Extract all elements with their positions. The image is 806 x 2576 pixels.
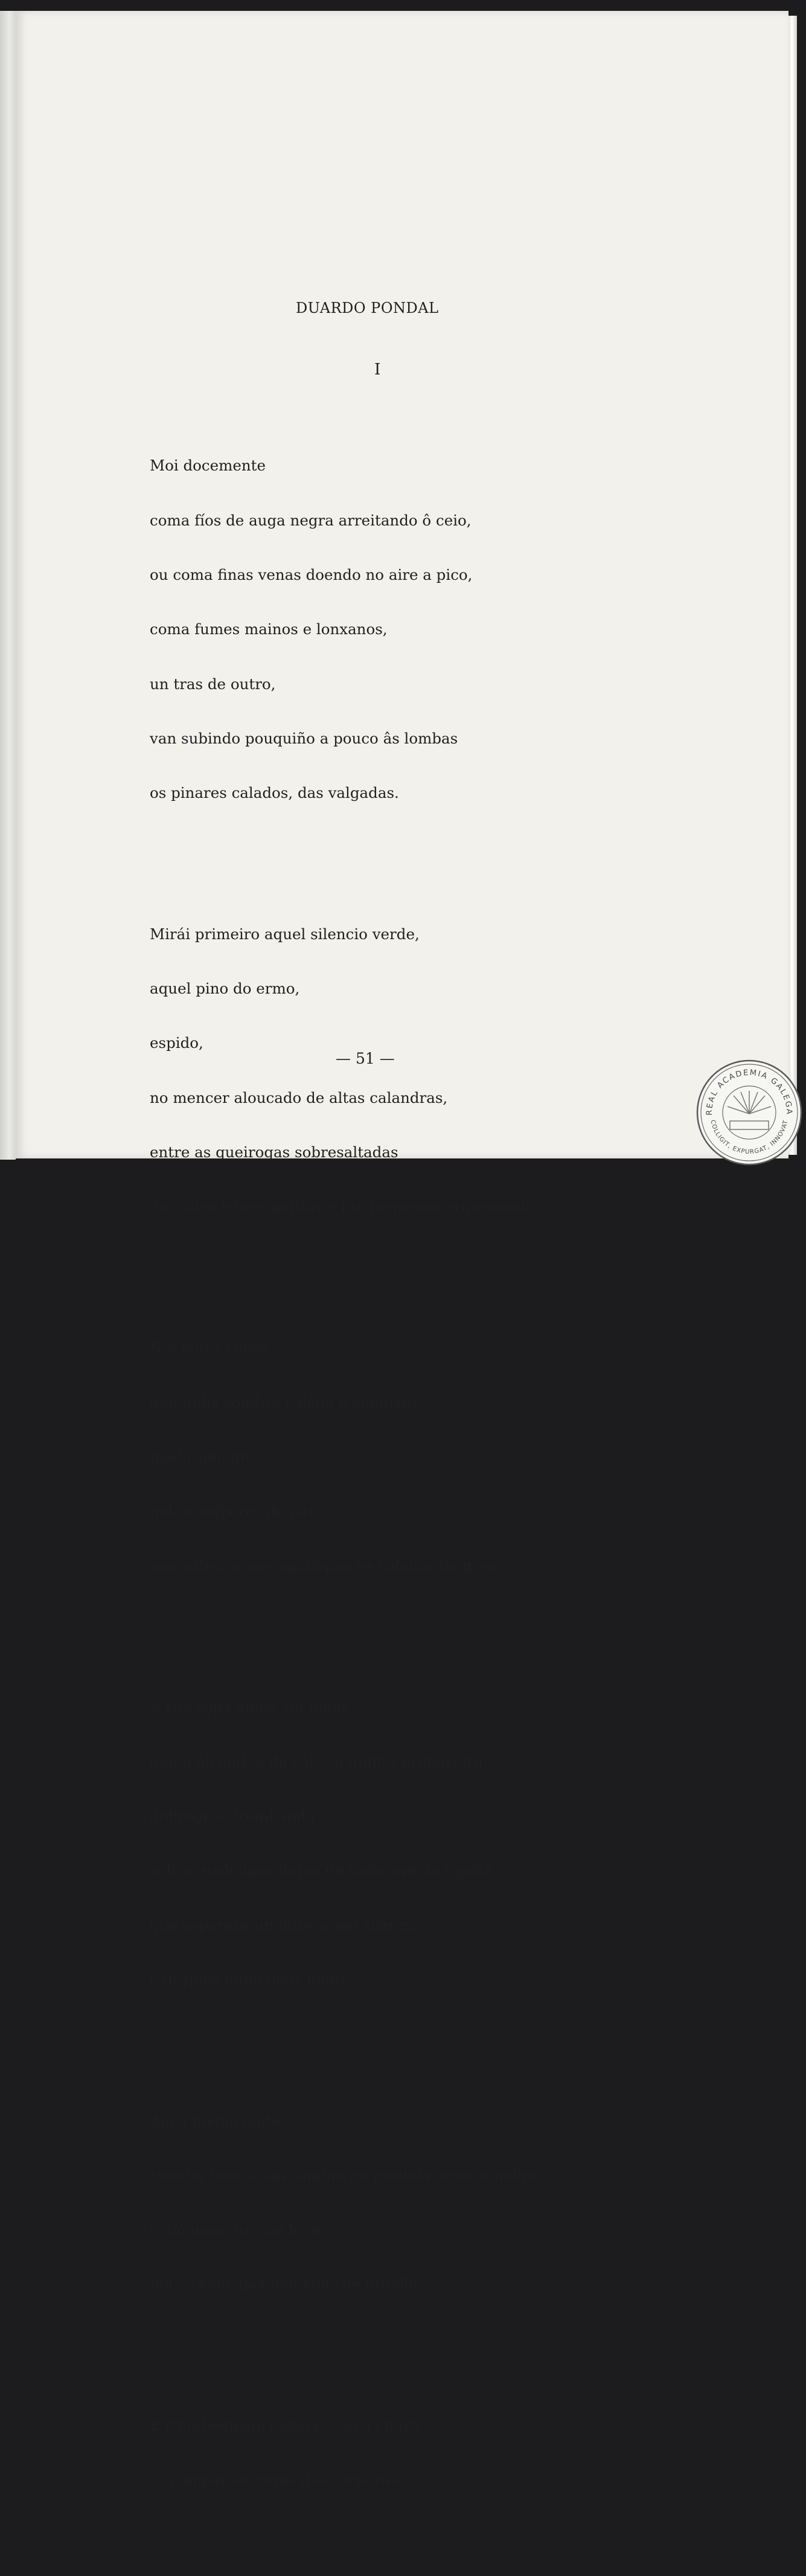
poem-line: van subindo pouquiño a pouco âs lombas — [150, 729, 458, 747]
poem-line: sob as gadoupas duras de unha ave de rapiña — [150, 1861, 493, 1880]
poem-line: ou coma finas venas doendo no aire a pico, — [150, 565, 473, 583]
stanza-3 — [150, 1303, 539, 1612]
poem-line: coma fíos de auga negra arreitando ô ceio, — [150, 511, 472, 529]
stanza-4 — [150, 1662, 539, 2025]
poem-line: entre as queirogas sobresaltadas — [150, 1143, 398, 1161]
poem-line: que n’alcendéu de velas a quinta primaveira, — [150, 1752, 488, 1770]
poem-line: tremba toda a sua sombra xa perdida entre a nebra — [150, 2166, 538, 2184]
page-number: — 51 — — [336, 1050, 395, 1067]
seal-inner-text: COLLIGIT, EXPURGAT, INNOVAT — [709, 1119, 790, 1156]
poem-line: E trembequean caladas sob a chuva — [150, 2417, 420, 2435]
stanza-5 — [150, 2075, 539, 2330]
poem-line: espido, — [150, 1034, 203, 1052]
page-stack-edge — [788, 16, 797, 1155]
poem-line: N’é outra cousa — [150, 1338, 269, 1357]
poem-line: que esparexe un intre o seu silencio — [150, 1916, 421, 1934]
poem-line: e despóis faino máis fondo. — [150, 1970, 353, 1988]
poem-body — [150, 384, 539, 2576]
facing-page-edge — [0, 11, 16, 1160]
poem-line: nos outeiros que agallopan os cabalos da grea. — [150, 1556, 502, 1575]
stanza-2 — [150, 889, 539, 1253]
poem-line: de áxiles lebres pardas e râs pequenas arquexando. — [150, 1198, 539, 1216]
section-numeral: I — [374, 361, 381, 379]
poem-line: aquel pino do ermo, — [150, 980, 300, 997]
stanza-6 — [150, 2380, 539, 2526]
poem-line: Mirái primeiro aquel silencio verde, — [150, 925, 420, 943]
poem-line: as campaíñas roxas das carpazas. — [150, 2471, 403, 2489]
poem-line: dobrégase trembando — [150, 1807, 315, 1825]
stanza-1 — [150, 420, 539, 838]
poem-line: pol-as valgadas húmedas de orballo. — [150, 2275, 423, 2293]
academy-seal-stamp — [695, 1058, 804, 1167]
poem-line: A súa copa aínda sin niños, — [150, 1698, 354, 1716]
poem-line: piadosamente, — [150, 1448, 260, 1466]
poem-line: Moi docemente — [150, 457, 266, 475]
poem-line: un tras de outro, — [150, 675, 276, 693]
poem-line: no mencer aloucado de altas calandras, — [150, 1088, 448, 1107]
poem-line: que unha sombra calada e alongada, — [150, 1393, 426, 1412]
poem-line: pol-os solpôres de ouro, — [150, 1502, 329, 1520]
poem-line: os pinares calados, das valgadas. — [150, 784, 399, 802]
poem-line: Aló â media noite — [150, 2112, 281, 2130]
poem-heading: DUARDO PONDAL — [296, 300, 439, 316]
poem-line: coma fumes mainos e lonxanos, — [150, 620, 388, 638]
poem-line: e alóngase un son leve — [150, 2221, 320, 2239]
seal-outer-text: REAL ACADEMIA GALEGA — [705, 1068, 794, 1116]
